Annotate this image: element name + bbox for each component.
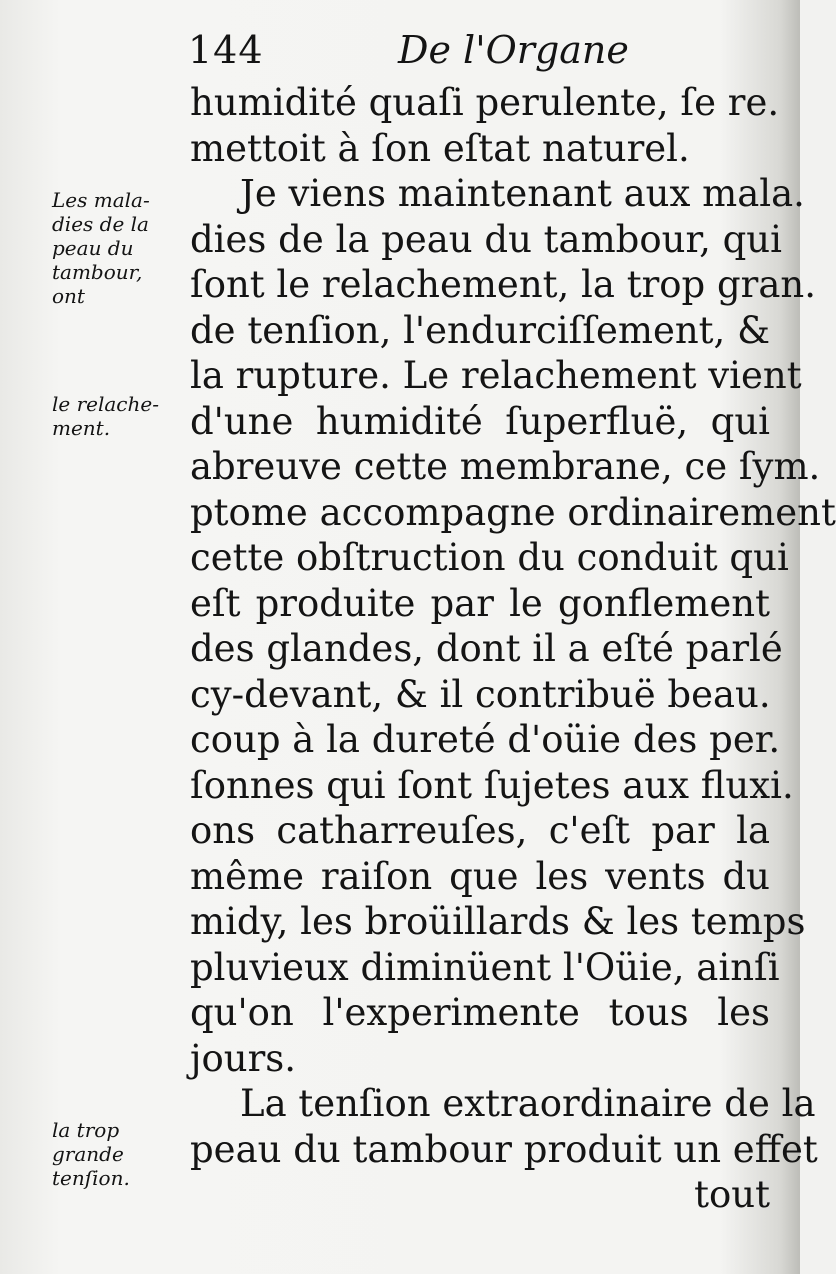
- margin-note-line: grande: [52, 1142, 124, 1166]
- text-line: cette obſtruction du conduit qui: [190, 536, 789, 579]
- text-line: jours.: [190, 1036, 297, 1080]
- margin-note-line: peau du: [52, 236, 134, 260]
- text-line: Je viens maintenant aux mala.: [240, 172, 805, 215]
- margin-note-line: ont: [52, 284, 85, 308]
- catchword: tout: [694, 1173, 770, 1216]
- text-line: ptome accompagne ordinairement: [190, 490, 836, 534]
- margin-note-relachement: [52, 392, 182, 440]
- margin-note-line: la trop: [52, 1118, 120, 1142]
- body-text: [190, 80, 836, 1218]
- page-header: [188, 22, 768, 78]
- text-line: qu'on l'experimente tous les: [190, 991, 770, 1034]
- text-line: mettoit à ſon eſtat naturel.: [190, 126, 690, 170]
- margin-note-line: Les mala-: [52, 188, 150, 212]
- margin-note-line: ment.: [52, 416, 111, 440]
- margin-note-tension: [52, 1118, 182, 1190]
- text-line: ons catharreuſes, c'eſt par la: [190, 809, 770, 852]
- page-number: 144: [188, 28, 264, 72]
- text-line: d'une humidité ſuperfluë, qui: [190, 399, 770, 443]
- text-line: eſt produite par le gonflement: [190, 581, 770, 625]
- text-line: pluvieux diminüent l'Oüie, ainſi: [190, 945, 780, 989]
- text-line: abreuve cette membrane, ce ſym.: [190, 445, 821, 488]
- text-line: La tenſion extraordinaire de la: [240, 1082, 816, 1125]
- text-line: de tenſion, l'endurciſſement, &: [190, 308, 771, 352]
- margin-note-line: le relache-: [52, 392, 159, 416]
- margin-note-line: tambour,: [52, 260, 143, 284]
- margin-note-line: dies de la: [52, 212, 149, 236]
- text-line: humidité quaſi perulente, ſe re.: [190, 81, 780, 124]
- margin-note-maladies: [52, 188, 182, 308]
- text-line: même raiſon que les vents du: [190, 854, 770, 898]
- text-line: dies de la peau du tambour, qui: [190, 217, 782, 261]
- text-line: cy-devant, & il contribuë beau.: [190, 672, 771, 716]
- text-line: la rupture. Le relachement vient: [190, 354, 802, 397]
- text-line: ſont le relachement, la trop gran.: [190, 263, 817, 306]
- text-line: des glandes, dont il a eſté parlé: [190, 627, 783, 670]
- margin-note-line: tenſion.: [52, 1166, 130, 1190]
- text-line: midy, les broüillards & les temps: [190, 900, 806, 943]
- text-line: peau du tambour produit un effet: [190, 1127, 818, 1171]
- text-line: ſonnes qui ſont ſujetes aux fluxi.: [190, 763, 794, 807]
- running-head: De l'Organe: [398, 28, 629, 72]
- text-line: coup à la dureté d'oüie des per.: [190, 718, 781, 761]
